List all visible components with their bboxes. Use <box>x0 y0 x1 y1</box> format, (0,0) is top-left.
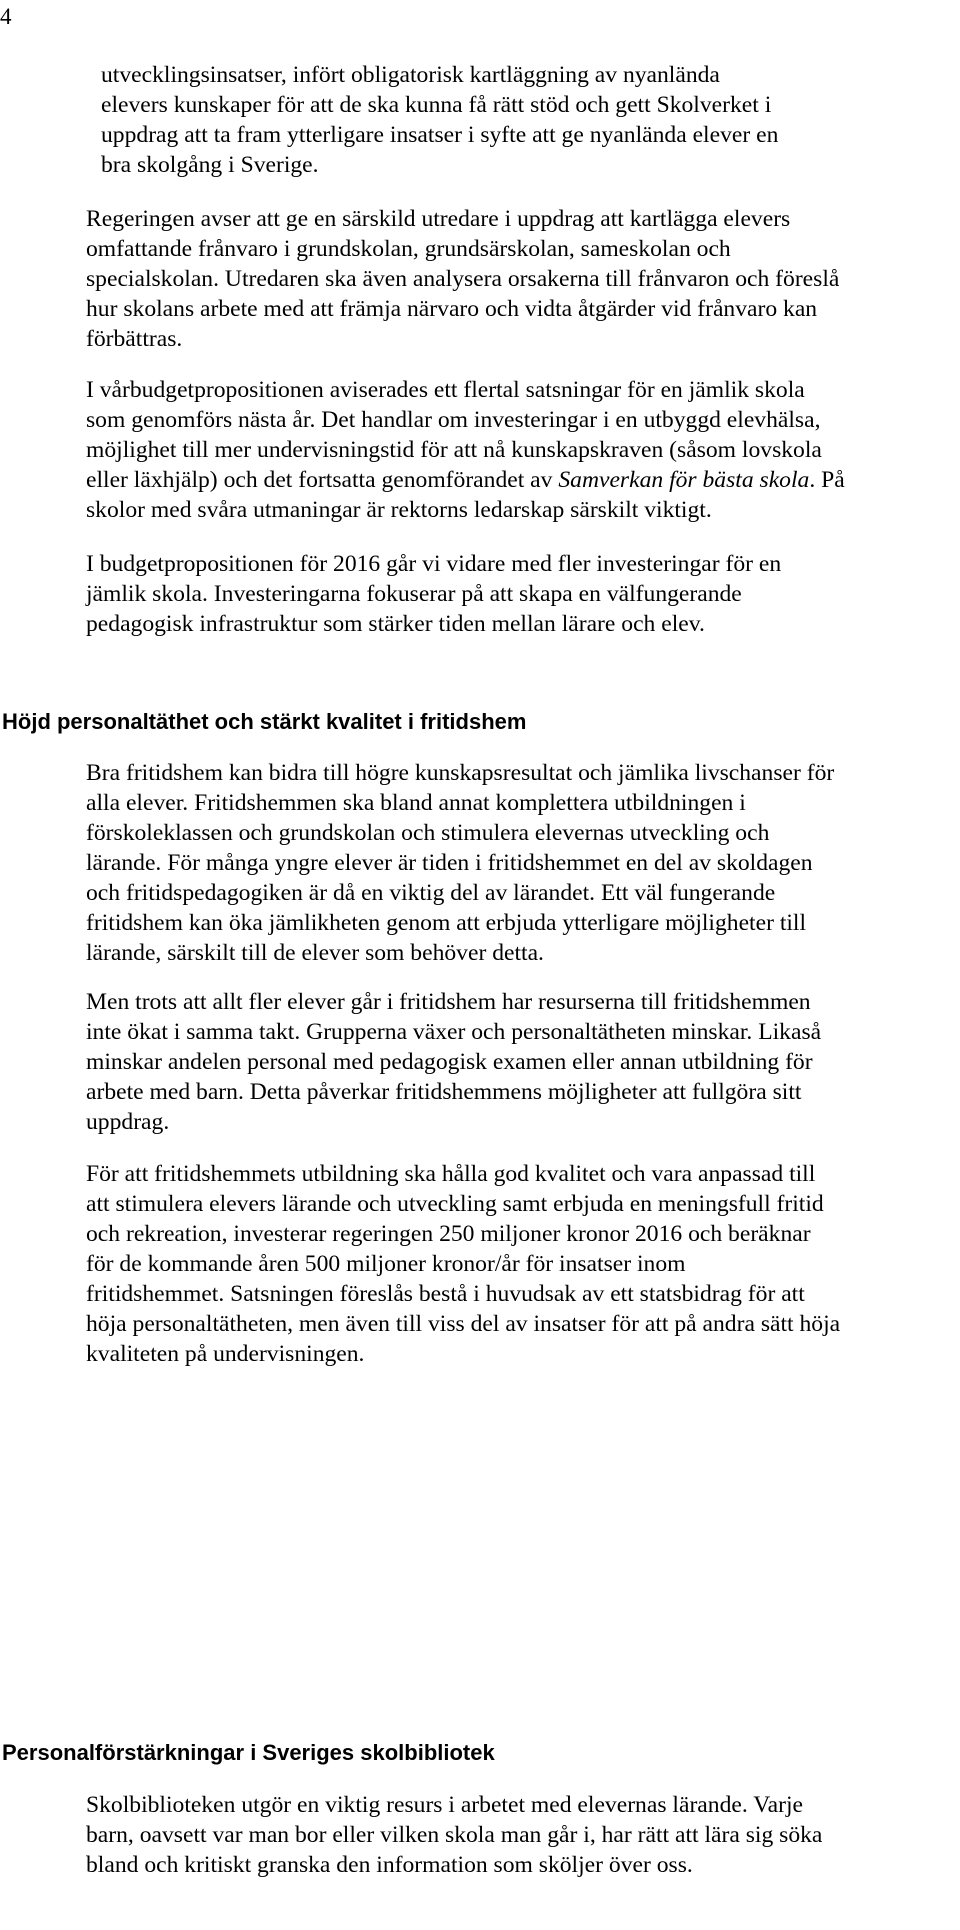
text-line: för de kommande åren 500 miljoner kronor/år för insatser inom <box>86 1251 686 1277</box>
page-number: 4 <box>0 4 12 29</box>
text-line: uppdrag att ta fram ytterligare insatser i syfte att ge nyanlända elever en <box>101 122 779 148</box>
paragraph-intro-1 <box>101 60 912 180</box>
text-line: bland och kritiskt granska den information som sköljer över oss. <box>86 1852 693 1878</box>
text-line: arbete med barn. Detta påverkar fritidshemmens möjligheter att fullgöra sitt <box>86 1079 802 1105</box>
text-line: barn, oavsett var man bor eller vilken skola man går i, har rätt att lära sig söka <box>86 1822 823 1848</box>
paragraph-fritidshem-1 <box>86 758 912 968</box>
text-line: inte ökat i samma takt. Grupperna växer och personaltätheten minskar. Likaså <box>86 1019 822 1045</box>
section-heading-fritidshem: Höjd personaltäthet och stärkt kvalitet i fritidshem <box>2 709 527 734</box>
text-line: skolor med svåra utmaningar är rektorns ledarskap särskilt viktigt. <box>86 497 712 523</box>
paragraph-fritidshem-3 <box>86 1159 912 1369</box>
text-line: uppdrag. <box>86 1109 170 1135</box>
text-line: som genomförs nästa år. Det handlar om investeringar i en utbyggd elevhälsa, <box>86 407 821 433</box>
text-segment: eller läxhjälp) och det fortsatta genomförandet av <box>86 467 559 493</box>
text-line: omfattande frånvaro i grundskolan, grundsärskolan, sameskolan och <box>86 236 731 262</box>
paragraph-budget-2016 <box>86 549 912 639</box>
text-line: jämlik skola. Investeringarna fokuserar på att skapa en välfungerande <box>86 581 742 607</box>
text-line: och rekreation, investerar regeringen 250 miljoner kronor 2016 och beräknar <box>86 1221 811 1247</box>
text-line: utvecklingsinsatser, infört obligatorisk kartläggning av nyanlända <box>101 62 720 88</box>
text-line: höja personaltätheten, men även till viss del av insatser för att på andra sätt höja <box>86 1311 841 1337</box>
text-line: Skolbiblioteken utgör en viktig resurs i arbetet med elevernas lärande. Varje <box>86 1792 803 1818</box>
text-line: att stimulera elevers lärande och utveckling samt erbjuda en meningsfull fritid <box>86 1191 824 1217</box>
text-line: pedagogisk infrastruktur som stärker tiden mellan lärare och elev. <box>86 611 705 637</box>
text-line: kvaliteten på undervisningen. <box>86 1341 365 1367</box>
paragraph-spring-budget <box>86 375 912 525</box>
text-line: Regeringen avser att ge en särskild utredare i uppdrag att kartlägga elevers <box>86 206 791 232</box>
text-line: specialskolan. Utredaren ska även analysera orsakerna till frånvaron och föreslå <box>86 266 840 292</box>
text-line: För att fritidshemmets utbildning ska hålla god kvalitet och vara anpassad till <box>86 1161 816 1187</box>
text-line: och fritidspedagogiken är då en viktig del av lärandet. Ett väl fungerande <box>86 880 776 906</box>
text-line: alla elever. Fritidshemmen ska bland annat komplettera utbildningen i <box>86 790 746 816</box>
text-line: möjlighet till mer undervisningstid för att nå kunskapskraven (såsom lovskola <box>86 437 822 463</box>
text-line: Men trots att allt fler elever går i fritidshem har resurserna till fritidshemmen <box>86 989 811 1015</box>
text-line: minskar andelen personal med pedagogisk examen eller annan utbildning för <box>86 1049 813 1075</box>
text-line: fritidshem kan öka jämlikheten genom att erbjuda ytterligare möjligheter till <box>86 910 807 936</box>
text-line: bra skolgång i Sverige. <box>101 152 319 178</box>
section-heading-skolbibliotek: Personalförstärkningar i Sveriges skolbibliotek <box>2 1740 495 1765</box>
paragraph-absence <box>86 204 912 354</box>
text-line: förbättras. <box>86 326 183 352</box>
text-line: fritidshemmet. Satsningen föreslås bestå i huvudsak av ett statsbidrag för att <box>86 1281 805 1307</box>
text-segment: . På <box>809 467 845 493</box>
text-line: hur skolans arbete med att främja närvaro och vidta åtgärder vid frånvaro kan <box>86 296 818 322</box>
text-line: elevers kunskaper för att de ska kunna få rätt stöd och gett Skolverket i <box>101 92 772 118</box>
text-line: lärande, särskilt till de elever som behöver detta. <box>86 940 544 966</box>
text-line: Bra fritidshem kan bidra till högre kunskapsresultat och jämlika livschanser för <box>86 760 835 786</box>
text-line: lärande. För många yngre elever är tiden i fritidshemmet en del av skoldagen <box>86 850 813 876</box>
text-line: I budgetpropositionen för 2016 går vi vidare med fler investeringar för en <box>86 551 782 577</box>
text-line: förskoleklassen och grundskolan och stimulera elevernas utveckling och <box>86 820 770 846</box>
text-line <box>86 465 912 495</box>
text-line: I vårbudgetpropositionen aviserades ett flertal satsningar för en jämlik skola <box>86 377 805 403</box>
paragraph-skolbibliotek-1 <box>86 1790 912 1880</box>
paragraph-fritidshem-2 <box>86 987 912 1137</box>
italic-title: Samverkan för bästa skola <box>558 467 810 493</box>
